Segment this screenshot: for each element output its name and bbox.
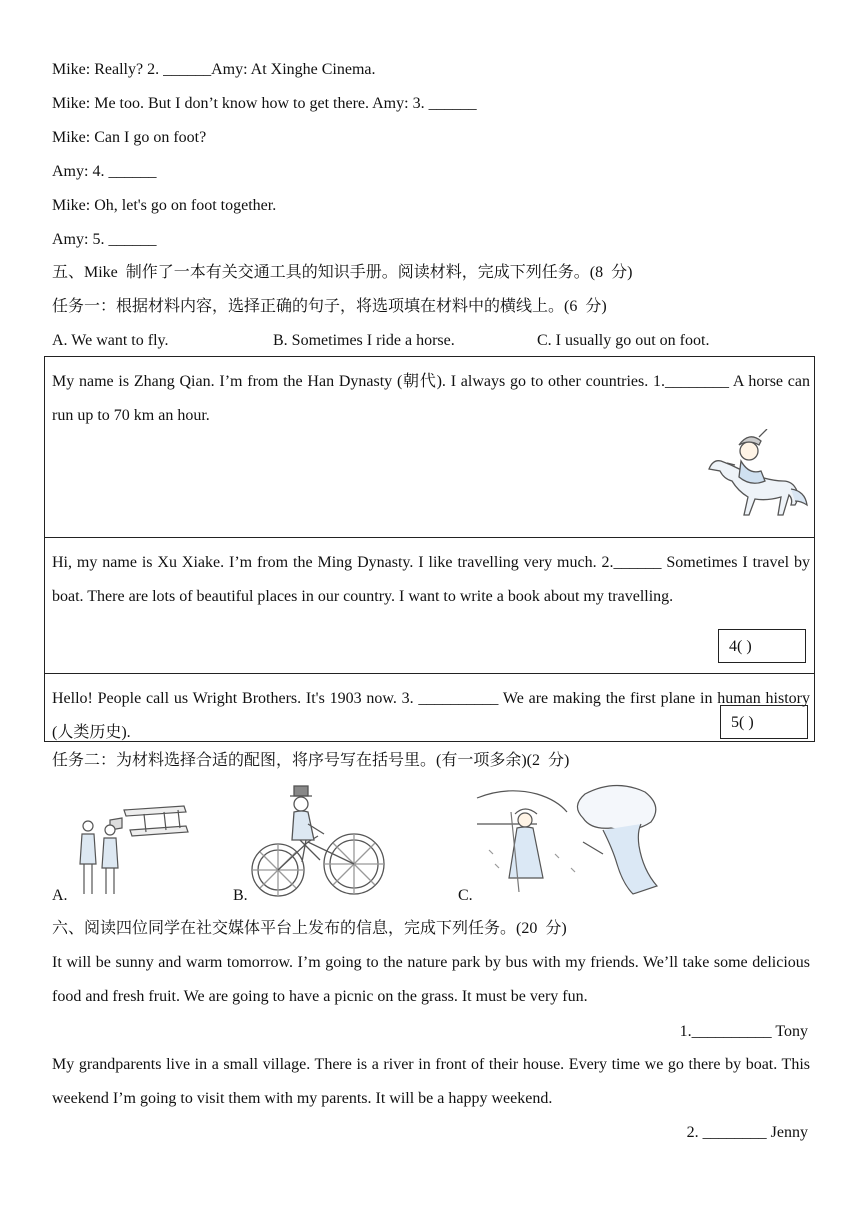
post-tony-signature: 1.__________ Tony: [679, 1023, 808, 1040]
option-c: C. I usually go out on foot.: [537, 332, 710, 349]
dialogue-line-3: Mike: Can I go on foot?: [52, 129, 207, 146]
picture-label-c: C.: [458, 887, 473, 904]
post-jenny-signature: 2. ________ Jenny: [686, 1124, 808, 1141]
post-jenny: My grandparents live in a small village. There is a river in front of their house. Every time we go there by boat. This weekend I’m going to visit them with my parents. It will be a happy weekend.: [52, 1056, 810, 1107]
passage-box-wright-brothers: [44, 673, 815, 742]
section5-title: 五、Mike 制作了一本有关交通工具的知识手册。阅读材料，完成下列任务。(8 分): [52, 264, 633, 281]
answer-box-5[interactable]: 5( ): [720, 705, 808, 739]
task2-instruction: 任务二：为材料选择合适的配图，将序号写在括号里。(有一项多余)(2 分): [52, 752, 570, 769]
option-b: B. Sometimes I ride a horse.: [273, 332, 455, 349]
passage-box-zhang-qian: [44, 356, 815, 538]
passage-wright-brothers: Hello! People call us Wright Brothers. It's 1903 now. 3. __________ We are making the first plane in human history (人类历史).: [52, 690, 810, 741]
passage-box-xu-xiake: [44, 537, 815, 674]
horse-rider-illustration: [701, 429, 811, 533]
dialogue-line-1: Mike: Really? 2. ______Amy: At Xinghe Cinema.: [52, 61, 376, 78]
picture-label-b: B.: [233, 887, 248, 904]
passage-zhang-qian: My name is Zhang Qian. I’m from the Han Dynasty (朝代). I always go to other countries. 1.________ A horse can run up to 70 km an hour.: [52, 373, 810, 424]
wright-brothers-plane-illustration: [74, 800, 190, 898]
picture-label-a: A.: [52, 887, 68, 904]
dialogue-line-5: Mike: Oh, let's go on foot together.: [52, 197, 277, 214]
section6-title: 六、阅读四位同学在社交媒体平台上发布的信息，完成下列任务。(20 分): [52, 920, 567, 937]
bicycle-rider-illustration: [250, 784, 388, 900]
traveller-and-tree-illustration: [475, 784, 665, 900]
passage-xu-xiake: Hi, my name is Xu Xiake. I’m from the Ming Dynasty. I like travelling very much. 2.______ Sometimes I travel by boat. There are lots of beautiful places in our country. I want to write a book about my travelling.: [52, 554, 810, 605]
option-a: A. We want to fly.: [52, 332, 169, 349]
dialogue-line-6: Amy: 5. ______: [52, 231, 157, 248]
answer-box-4[interactable]: 4( ): [718, 629, 806, 663]
dialogue-line-2: Mike: Me too. But I don’t know how to get there. Amy: 3. ______: [52, 95, 477, 112]
dialogue-line-4: Amy: 4. ______: [52, 163, 157, 180]
post-tony: It will be sunny and warm tomorrow. I’m going to the nature park by bus with my friends. We’ll take some delicious food and fresh fruit. We are going to have a picnic on the grass. It must be very fun.: [52, 954, 810, 1005]
task1-instruction: 任务一：根据材料内容，选择正确的句子，将选项填在材料中的横线上。(6 分): [52, 298, 607, 315]
